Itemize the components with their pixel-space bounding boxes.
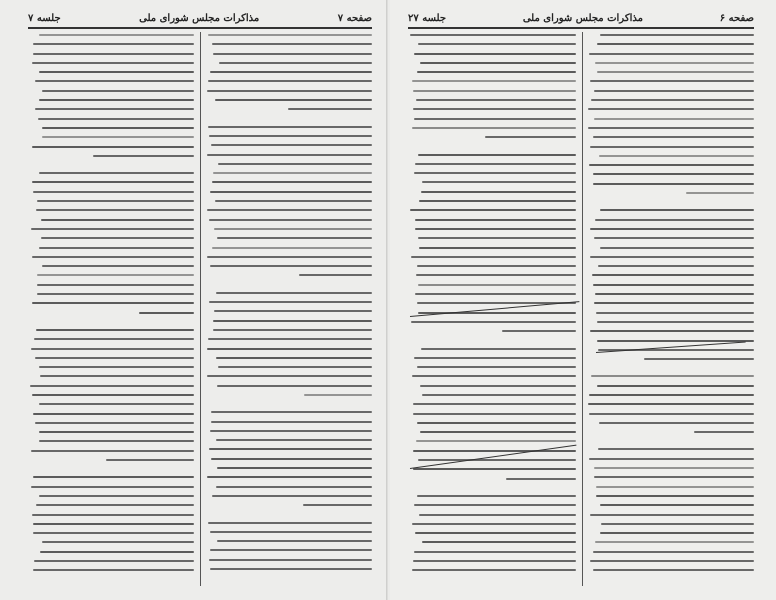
text-line — [37, 274, 194, 276]
text-line — [414, 53, 576, 55]
text-line — [600, 532, 754, 534]
text-line — [589, 53, 754, 55]
text-line — [210, 568, 372, 570]
right-page-column-2 — [588, 34, 754, 586]
right-running-title: مذاکرات مجلس شورای ملی — [522, 12, 643, 24]
text-line — [414, 118, 576, 120]
text-line — [209, 301, 372, 303]
text-line — [590, 146, 754, 148]
text-line — [208, 126, 372, 128]
text-line — [31, 450, 194, 452]
paragraph-gap — [206, 118, 372, 126]
text-line — [422, 541, 576, 543]
text-line — [600, 209, 754, 211]
text-line — [106, 459, 194, 461]
text-line — [595, 541, 754, 543]
paragraph-gap — [588, 367, 754, 375]
text-line — [596, 495, 754, 497]
text-line — [411, 256, 576, 258]
text-line — [589, 164, 754, 166]
text-line — [207, 375, 372, 377]
text-line — [304, 394, 372, 396]
text-line — [595, 219, 754, 221]
text-line — [412, 80, 576, 82]
text-line — [37, 293, 194, 295]
text-line — [420, 431, 576, 433]
text-line — [213, 53, 372, 55]
text-line — [596, 312, 754, 314]
text-line — [212, 247, 372, 249]
text-line — [139, 312, 194, 314]
text-line — [34, 338, 194, 340]
text-line — [36, 329, 194, 331]
text-line — [211, 458, 372, 460]
text-line — [594, 476, 754, 478]
text-line — [594, 90, 754, 92]
text-line — [595, 62, 754, 64]
text-line — [418, 459, 576, 461]
text-line — [595, 293, 754, 295]
text-line — [40, 375, 194, 377]
text-line — [210, 549, 372, 551]
text-line — [33, 476, 194, 478]
text-line — [208, 522, 372, 524]
text-line — [32, 146, 194, 148]
text-line — [412, 569, 576, 571]
text-line — [410, 209, 576, 211]
text-line — [485, 136, 576, 138]
text-line — [412, 127, 576, 129]
text-line — [42, 90, 194, 92]
text-line — [212, 181, 372, 183]
text-line — [592, 274, 754, 276]
text-line — [39, 440, 194, 442]
text-line — [39, 71, 194, 73]
text-line — [210, 430, 372, 432]
paragraph-gap — [30, 468, 194, 476]
text-line — [417, 366, 576, 368]
text-line — [593, 173, 754, 175]
text-line — [594, 118, 754, 120]
text-line — [35, 422, 194, 424]
text-line — [591, 99, 754, 101]
right-session-label: جلسه ۲۷ — [408, 12, 447, 24]
text-line — [212, 495, 372, 497]
text-line — [413, 108, 576, 110]
paragraph-gap — [588, 201, 754, 209]
text-line — [33, 53, 194, 55]
text-line — [35, 80, 194, 82]
text-line — [588, 403, 754, 405]
text-line — [416, 274, 576, 276]
text-line — [644, 358, 754, 360]
text-line — [599, 422, 754, 424]
text-line — [207, 154, 372, 156]
text-line — [216, 357, 372, 359]
left-head-rule — [28, 27, 372, 29]
text-line — [215, 99, 372, 101]
text-line — [588, 108, 754, 110]
left-running-head — [28, 10, 372, 26]
text-line — [597, 340, 754, 342]
text-line — [214, 310, 372, 312]
text-line — [413, 560, 576, 562]
text-line — [412, 523, 576, 525]
text-line — [217, 540, 372, 542]
text-line — [413, 413, 576, 415]
text-line — [39, 495, 194, 497]
text-line — [31, 348, 194, 350]
text-line — [32, 302, 194, 304]
text-line — [31, 486, 194, 488]
paragraph-gap — [410, 146, 576, 154]
text-line — [590, 80, 754, 82]
text-line — [597, 321, 754, 323]
text-line — [36, 209, 194, 211]
text-line — [598, 265, 754, 267]
text-line — [208, 34, 372, 36]
text-line — [42, 265, 194, 267]
text-line — [207, 476, 372, 478]
text-line — [33, 413, 194, 415]
text-line — [211, 421, 372, 423]
text-line — [39, 247, 194, 249]
text-line — [593, 551, 754, 553]
text-line — [210, 265, 372, 267]
text-line — [502, 330, 576, 332]
text-line — [37, 284, 194, 286]
text-line — [42, 127, 194, 129]
text-line — [33, 191, 194, 193]
text-line — [32, 394, 194, 396]
text-line — [599, 155, 754, 157]
text-line — [411, 321, 576, 323]
text-line — [415, 293, 576, 295]
text-line — [593, 183, 754, 185]
text-line — [506, 478, 576, 480]
text-line — [207, 209, 372, 211]
text-line — [208, 80, 372, 82]
text-line — [421, 191, 576, 193]
text-line — [39, 99, 194, 101]
text-line — [32, 181, 194, 183]
text-line — [37, 200, 194, 202]
text-line — [417, 422, 576, 424]
text-line — [218, 366, 372, 368]
right-column-divider — [582, 32, 583, 586]
text-line — [215, 200, 372, 202]
left-session-label: جلسه ۷ — [28, 12, 61, 24]
paragraph-gap — [206, 403, 372, 411]
text-line — [39, 172, 194, 174]
text-line — [589, 394, 754, 396]
text-line — [422, 181, 576, 183]
text-line — [216, 292, 372, 294]
paragraph-gap — [410, 340, 576, 348]
paragraph-gap — [206, 514, 372, 522]
text-line — [419, 514, 576, 516]
text-line — [213, 320, 372, 322]
text-line — [417, 71, 576, 73]
text-line — [413, 403, 576, 405]
text-line — [31, 228, 194, 230]
text-line — [414, 172, 576, 174]
text-line — [209, 448, 372, 450]
left-column-divider — [200, 32, 201, 586]
text-line — [597, 71, 754, 73]
text-line — [36, 504, 194, 506]
text-line — [694, 431, 754, 433]
text-line — [32, 256, 194, 258]
text-line — [417, 495, 576, 497]
text-line — [590, 330, 754, 332]
text-line — [219, 62, 372, 64]
text-line — [288, 108, 372, 110]
text-line — [207, 256, 372, 258]
text-line — [40, 551, 194, 553]
text-line — [597, 385, 754, 387]
text-line — [413, 90, 576, 92]
text-line — [216, 439, 372, 441]
right-page — [390, 0, 776, 600]
text-line — [590, 256, 754, 258]
text-line — [35, 108, 194, 110]
text-line — [594, 237, 754, 239]
text-line — [600, 504, 754, 506]
text-line — [217, 467, 372, 469]
text-line — [211, 144, 372, 146]
text-line — [590, 228, 754, 230]
paragraph-gap — [588, 440, 754, 448]
text-line — [211, 411, 372, 413]
text-line — [589, 413, 754, 415]
text-line — [593, 136, 754, 138]
left-page-column-1 — [30, 34, 194, 586]
text-line — [417, 265, 576, 267]
text-line — [414, 357, 576, 359]
text-line — [42, 136, 194, 138]
right-head-rule — [408, 27, 754, 29]
text-line — [34, 560, 194, 562]
text-line — [601, 523, 754, 525]
text-line — [410, 34, 576, 36]
text-line — [415, 219, 576, 221]
text-line — [35, 357, 194, 359]
text-line — [589, 458, 754, 460]
text-line — [419, 200, 576, 202]
text-line — [416, 440, 576, 442]
text-line — [303, 504, 372, 506]
text-line — [209, 559, 372, 561]
left-running-title: مذاکرات مجلس شورای ملی — [139, 12, 260, 24]
paragraph-gap — [410, 487, 576, 495]
text-line — [213, 172, 372, 174]
text-line — [686, 192, 754, 194]
text-line — [207, 90, 372, 92]
text-line — [217, 385, 372, 387]
right-running-head — [408, 10, 754, 26]
text-line — [597, 43, 754, 45]
text-line — [32, 514, 194, 516]
text-line — [39, 34, 194, 36]
text-line — [422, 394, 576, 396]
text-line — [41, 219, 194, 221]
right-page-column-1 — [410, 34, 576, 586]
text-line — [39, 431, 194, 433]
left-page-label: صفحه ۷ — [337, 12, 372, 24]
text-line — [299, 274, 372, 276]
text-line — [218, 163, 372, 165]
text-line — [598, 448, 754, 450]
text-line — [593, 284, 754, 286]
text-line — [212, 43, 372, 45]
text-line — [209, 135, 372, 137]
text-line — [415, 532, 576, 534]
text-line — [39, 366, 194, 368]
text-line — [39, 403, 194, 405]
text-line — [418, 154, 576, 156]
text-line — [33, 523, 194, 525]
text-line — [207, 348, 372, 350]
text-line — [420, 385, 576, 387]
text-line — [216, 486, 372, 488]
text-line — [421, 348, 576, 350]
text-line — [596, 486, 754, 488]
paragraph-gap — [30, 164, 194, 172]
text-line — [600, 247, 754, 249]
text-line — [213, 329, 372, 331]
text-line — [38, 118, 194, 120]
text-line — [594, 467, 754, 469]
text-line — [591, 375, 754, 377]
text-line — [412, 375, 576, 377]
text-line — [415, 228, 576, 230]
text-line — [594, 302, 754, 304]
text-line — [210, 191, 372, 193]
text-line — [93, 155, 194, 157]
text-line — [419, 247, 576, 249]
text-line — [42, 541, 194, 543]
text-line — [33, 532, 194, 534]
left-page-column-2 — [206, 34, 372, 586]
text-line — [32, 62, 194, 64]
text-line — [33, 569, 194, 571]
text-line — [30, 385, 194, 387]
text-line — [418, 43, 576, 45]
text-line — [41, 237, 194, 239]
text-line — [418, 237, 576, 239]
text-line — [210, 531, 372, 533]
text-line — [418, 284, 576, 286]
text-line — [590, 514, 754, 516]
text-line — [590, 560, 754, 562]
text-line — [415, 163, 576, 165]
text-line — [413, 450, 576, 452]
text-line — [588, 127, 754, 129]
text-line — [33, 43, 194, 45]
text-line — [593, 569, 754, 571]
right-page-label: صفحه ۶ — [719, 12, 754, 24]
text-line — [214, 228, 372, 230]
text-line — [414, 504, 576, 506]
text-line — [416, 99, 576, 101]
text-line — [210, 71, 372, 73]
text-line — [209, 219, 372, 221]
paragraph-gap — [30, 321, 194, 329]
paragraph-gap — [206, 284, 372, 292]
text-line — [600, 34, 754, 36]
text-line — [413, 468, 576, 470]
text-line — [208, 338, 372, 340]
text-line — [420, 62, 576, 64]
text-line — [217, 237, 372, 239]
text-line — [414, 551, 576, 553]
